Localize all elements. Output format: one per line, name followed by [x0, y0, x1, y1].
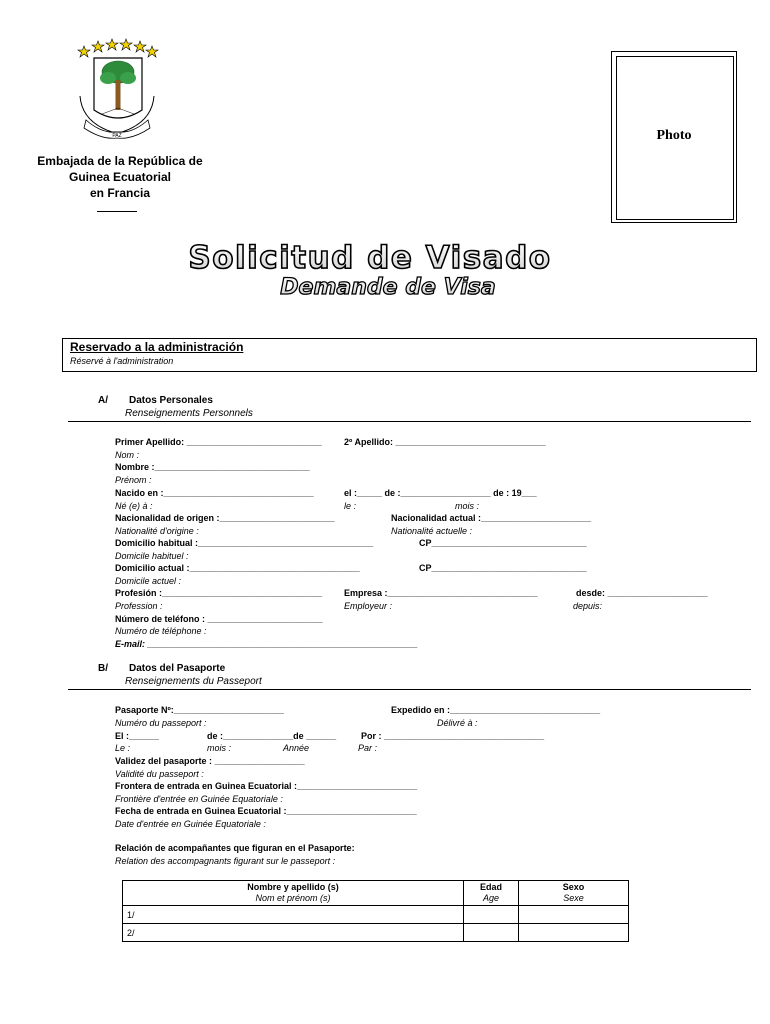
- le-label: le :: [344, 501, 357, 511]
- fecha-entrada-field[interactable]: Fecha de entrada en Guinea Ecuatorial :__________________________: [115, 806, 417, 816]
- col-sexo-header: [519, 881, 629, 906]
- row-1-sexo-cell[interactable]: [519, 906, 629, 924]
- numero-passeport-label: Numéro du passeport :: [115, 718, 207, 728]
- mois-label: mois :: [455, 501, 480, 511]
- nacionalidad-actual-field[interactable]: Nacionalidad actual :______________________: [391, 513, 592, 523]
- telefono-field[interactable]: Número de teléfono : _______________________: [115, 614, 323, 624]
- nationalite-origine-label: Nationalité d'origine :: [115, 526, 199, 536]
- depuis-label: depuis:: [573, 601, 603, 611]
- table-row: [123, 924, 629, 942]
- domicile-habituel-label: Domicile habituel :: [115, 551, 189, 561]
- cp-actual-field[interactable]: CP_______________________________: [419, 563, 587, 573]
- de-field[interactable]: de :______________de ______: [207, 731, 337, 741]
- row-2-edad-cell[interactable]: [464, 924, 519, 942]
- employeur-label: Employeur :: [344, 601, 393, 611]
- embassy-line-2: Guinea Ecuatorial: [68, 170, 172, 184]
- primer-apellido-field[interactable]: Primer Apellido: ___________________________: [115, 437, 322, 447]
- nacionalidad-origen-field[interactable]: Nacionalidad de origen :_______________________: [115, 513, 335, 523]
- ne-a-label: Né (e) à :: [115, 501, 153, 511]
- admin-subtitle: Réservé à l'administration: [70, 356, 174, 366]
- col-edad-es: Edad: [479, 882, 502, 892]
- relacion-heading: Relación de acompañantes que figuran en el Pasaporte:: [115, 843, 355, 853]
- col-nombre-es: Nombre y apellido (s): [247, 882, 339, 892]
- por-field[interactable]: Por : ________________________________: [361, 731, 545, 741]
- form-title: [140, 236, 600, 302]
- frontiere-label: Frontière d'entrée en Guinée Equatoriale :: [115, 794, 283, 804]
- col-sexo-fr: Sexe: [563, 893, 584, 903]
- section-a-rule: [68, 421, 751, 422]
- empresa-field[interactable]: Empresa :______________________________: [344, 588, 538, 598]
- section-b-rule: [68, 689, 751, 690]
- date-entree-label: Date d'entrée en Guinée Equatoriale :: [115, 819, 266, 829]
- table-header-row: [123, 881, 629, 906]
- row-2-nombre-cell[interactable]: 2/: [123, 924, 464, 942]
- validite-label: Validité du passeport :: [115, 769, 204, 779]
- photo-label: Photo: [656, 128, 692, 143]
- col-nombre-header: [123, 881, 464, 906]
- col-edad-header: [464, 881, 519, 906]
- title-main: Solicitud de Visado: [188, 240, 552, 276]
- row-1-edad-cell[interactable]: [464, 906, 519, 924]
- le-passeport-label: Le :: [115, 743, 131, 753]
- coat-of-arms-emblem: [72, 36, 162, 146]
- embassy-line-1: Embajada de la República de: [37, 154, 203, 168]
- delivre-label: Délivré à :: [437, 718, 478, 728]
- section-a-subtitle: Renseignements Personnels: [125, 408, 253, 419]
- profession-label: Profession :: [115, 601, 163, 611]
- embassy-line-3: en Francia: [89, 186, 151, 200]
- col-nombre-fr: Nom et prénom (s): [255, 893, 331, 903]
- row-2-sexo-cell[interactable]: [519, 924, 629, 942]
- pasaporte-field[interactable]: Pasaporte Nº:______________________: [115, 705, 284, 715]
- section-b-letter: B/: [98, 663, 108, 674]
- col-edad-fr: Age: [482, 893, 499, 903]
- embassy-underline: [97, 211, 137, 212]
- email-field[interactable]: E-mail: ______________________________________________________: [115, 639, 418, 649]
- prenom-label: Prénom :: [115, 475, 152, 485]
- mois-passeport-label: mois :: [207, 743, 232, 753]
- col-sexo-es: Sexo: [562, 882, 585, 892]
- svg-text:PAZ: PAZ: [112, 133, 122, 139]
- cp-habitual-field[interactable]: CP_______________________________: [419, 538, 587, 548]
- section-b-title: Datos del Pasaporte: [129, 663, 226, 674]
- section-a-title: Datos Personales: [129, 395, 213, 406]
- frontera-field[interactable]: Frontera de entrada en Guinea Ecuatorial :________________________: [115, 781, 418, 791]
- profesion-field[interactable]: Profesión :________________________________: [115, 588, 323, 598]
- row-1-nombre-cell[interactable]: 1/: [123, 906, 464, 924]
- nacido-en-field[interactable]: Nacido en :______________________________: [115, 488, 314, 498]
- expedido-field[interactable]: Expedido en :______________________________: [391, 705, 601, 715]
- section-a-letter: A/: [98, 395, 108, 406]
- embassy-name: [30, 153, 210, 201]
- title-sub: Demande de Visa: [280, 275, 496, 300]
- par-label: Par :: [358, 743, 378, 753]
- table-row: [123, 906, 629, 924]
- fecha-nacimiento-field[interactable]: el :_____ de :__________________ de : 19___: [344, 488, 537, 498]
- numero-telephone-label: Numéro de téléphone :: [115, 626, 207, 636]
- nom-label: Nom :: [115, 450, 140, 460]
- admin-title: Reservado a la administración: [70, 340, 244, 354]
- nombre-field[interactable]: Nombre :_______________________________: [115, 462, 310, 472]
- segundo-apellido-field[interactable]: 2º Apellido: ______________________________: [344, 437, 546, 447]
- validez-field[interactable]: Validez del pasaporte : __________________: [115, 756, 305, 766]
- annee-label: Année: [283, 743, 310, 753]
- section-b-subtitle: Renseignements du Passeport: [125, 676, 262, 687]
- el-field[interactable]: El :______: [115, 731, 160, 741]
- domicile-actuel-label: Domicile actuel :: [115, 576, 182, 586]
- domicilio-actual-field[interactable]: Domicilio actual :__________________________________: [115, 563, 360, 573]
- companions-table: [122, 880, 629, 942]
- desde-field[interactable]: desde: ____________________: [576, 588, 708, 598]
- domicilio-habitual-field[interactable]: Domicilio habitual :___________________________________: [115, 538, 374, 548]
- nationalite-actuelle-label: Nationalité actuelle :: [391, 526, 473, 536]
- relation-label: Relation des accompagnants figurant sur le passeport :: [115, 856, 336, 866]
